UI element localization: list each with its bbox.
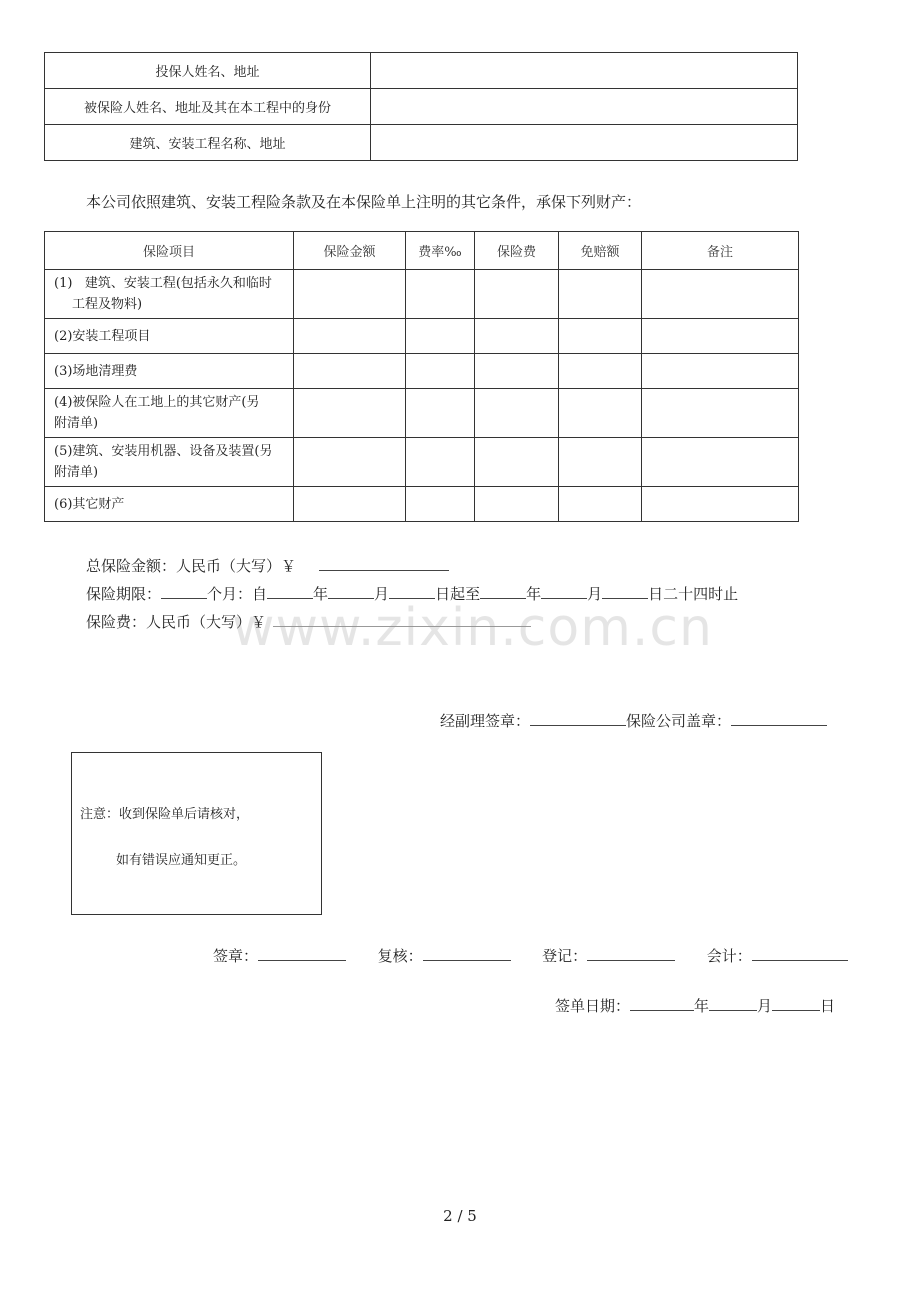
month-label: 月 — [374, 585, 390, 603]
rate-cell — [406, 354, 475, 389]
deductible-cell — [559, 354, 642, 389]
remarks-cell — [642, 389, 799, 438]
item-cell — [45, 270, 294, 319]
day-from-label: 日起至 — [435, 585, 481, 603]
premium-cell — [475, 319, 559, 354]
signoff-line — [213, 945, 848, 966]
premium-cell — [475, 438, 559, 487]
remarks-cell — [642, 319, 799, 354]
accountant-blank — [752, 946, 848, 961]
issue-month-label: 月 — [757, 997, 773, 1015]
policyholder-value — [371, 53, 798, 89]
deductible-cell — [559, 270, 642, 319]
header-amount: 保险金额 — [294, 232, 406, 270]
table-row — [45, 389, 799, 438]
item-line2: 附清单) — [54, 465, 99, 480]
notice-line1: 注意：收到保险单后请核对， — [80, 807, 250, 822]
sign-blank — [258, 946, 346, 961]
deductible-cell — [559, 389, 642, 438]
review-label: 复核： — [377, 947, 423, 965]
deputy-manager-blank — [530, 711, 626, 726]
amount-cell — [294, 438, 406, 487]
header-deductible: 免赔额 — [559, 232, 642, 270]
item-line2: 工程及物料) — [72, 297, 143, 312]
item-line2: 附清单) — [54, 416, 99, 431]
from-month-blank — [328, 584, 374, 599]
remarks-cell — [642, 354, 799, 389]
period-label: 保险期限： — [86, 585, 162, 603]
header-premium: 保险费 — [475, 232, 559, 270]
period-months: 个月：自 — [207, 585, 268, 603]
issue-date-label: 签单日期： — [555, 997, 631, 1015]
item-cell: (2)安装工程项目 — [45, 319, 294, 354]
item-line1: (5)建筑、安装用机器、设备及装置(另 — [54, 444, 273, 459]
issue-year-blank — [630, 996, 694, 1011]
issue-year-label: 年 — [694, 997, 710, 1015]
deductible-cell — [559, 438, 642, 487]
issue-day-blank — [772, 996, 820, 1011]
remarks-cell — [642, 487, 799, 522]
item-line1: (4)被保险人在工地上的其它财产(另 — [54, 395, 260, 410]
table-row — [45, 438, 799, 487]
company-seal-label: 保险公司盖章： — [626, 712, 732, 730]
accountant-label: 会计： — [706, 947, 752, 965]
table-row — [45, 125, 798, 161]
day-until-label: 日二十四时止 — [648, 585, 739, 603]
year-label: 年 — [526, 585, 542, 603]
coverage-statement: 本公司依照建筑、安装工程险条款及在本保险单上注明的其它条件，承保下列财产： — [86, 193, 642, 211]
item-cell: (3)场地清理费 — [45, 354, 294, 389]
header-rate: 费率‰ — [406, 232, 475, 270]
deductible-cell — [559, 487, 642, 522]
premium-cell — [475, 270, 559, 319]
header-remarks: 备注 — [642, 232, 799, 270]
notice-box — [71, 752, 322, 915]
project-value — [371, 125, 798, 161]
amount-cell — [294, 270, 406, 319]
premium-cell — [475, 354, 559, 389]
issue-month-blank — [709, 996, 757, 1011]
policyholder-info-table — [44, 52, 798, 161]
months-blank — [161, 584, 207, 599]
watermark-text: www.zixin.com.cn — [232, 598, 713, 658]
item-line1: 建筑、安装工程(包括永久和临时 — [84, 276, 272, 291]
total-sum-blank — [319, 556, 449, 571]
notice-line2: 如有错误应通知更正。 — [116, 853, 247, 868]
amount-cell — [294, 487, 406, 522]
amount-cell — [294, 354, 406, 389]
policyholder-label: 投保人姓名、地址 — [45, 53, 371, 89]
sign-label: 签章： — [213, 947, 259, 965]
table-row — [45, 319, 799, 354]
premium-cell — [475, 487, 559, 522]
issue-date-line — [555, 995, 835, 1016]
rate-cell — [406, 389, 475, 438]
issue-day-label: 日 — [820, 997, 836, 1015]
table-row — [45, 354, 799, 389]
rate-cell — [406, 270, 475, 319]
item-cell — [45, 389, 294, 438]
deductible-cell — [559, 319, 642, 354]
from-day-blank — [389, 584, 435, 599]
total-sum-line — [86, 555, 449, 576]
table-row — [45, 89, 798, 125]
month-label: 月 — [587, 585, 603, 603]
table-row — [45, 53, 798, 89]
from-year-blank — [267, 584, 313, 599]
remarks-cell — [642, 438, 799, 487]
review-blank — [423, 946, 511, 961]
item-cell: (6)其它财产 — [45, 487, 294, 522]
deputy-manager-label: 经副理签章： — [440, 712, 531, 730]
rate-cell — [406, 438, 475, 487]
header-item: 保险项目 — [45, 232, 294, 270]
amount-cell — [294, 319, 406, 354]
seal-line — [440, 710, 827, 731]
rate-cell — [406, 319, 475, 354]
premium-cell — [475, 389, 559, 438]
insured-value — [371, 89, 798, 125]
company-seal-blank — [731, 711, 827, 726]
register-blank — [587, 946, 675, 961]
page-number: 2 / 5 — [443, 1207, 477, 1225]
to-month-blank — [541, 584, 587, 599]
remarks-cell — [642, 270, 799, 319]
table-row — [45, 270, 799, 319]
insured-label: 被保险人姓名、地址及其在本工程中的身份 — [45, 89, 371, 125]
total-sum-label: 总保险金额：人民币（大写）￥ — [86, 557, 297, 575]
item-number: (1) — [54, 276, 73, 291]
amount-cell — [294, 389, 406, 438]
year-label: 年 — [313, 585, 329, 603]
item-cell — [45, 438, 294, 487]
rate-cell — [406, 487, 475, 522]
to-year-blank — [480, 584, 526, 599]
insured-items-table — [44, 231, 799, 522]
to-day-blank — [602, 584, 648, 599]
premium-label: 保险费：人民币（大写）￥ — [86, 613, 267, 631]
table-header-row — [45, 232, 799, 270]
project-label: 建筑、安装工程名称、地址 — [45, 125, 371, 161]
table-row — [45, 487, 799, 522]
register-label: 登记： — [542, 947, 588, 965]
